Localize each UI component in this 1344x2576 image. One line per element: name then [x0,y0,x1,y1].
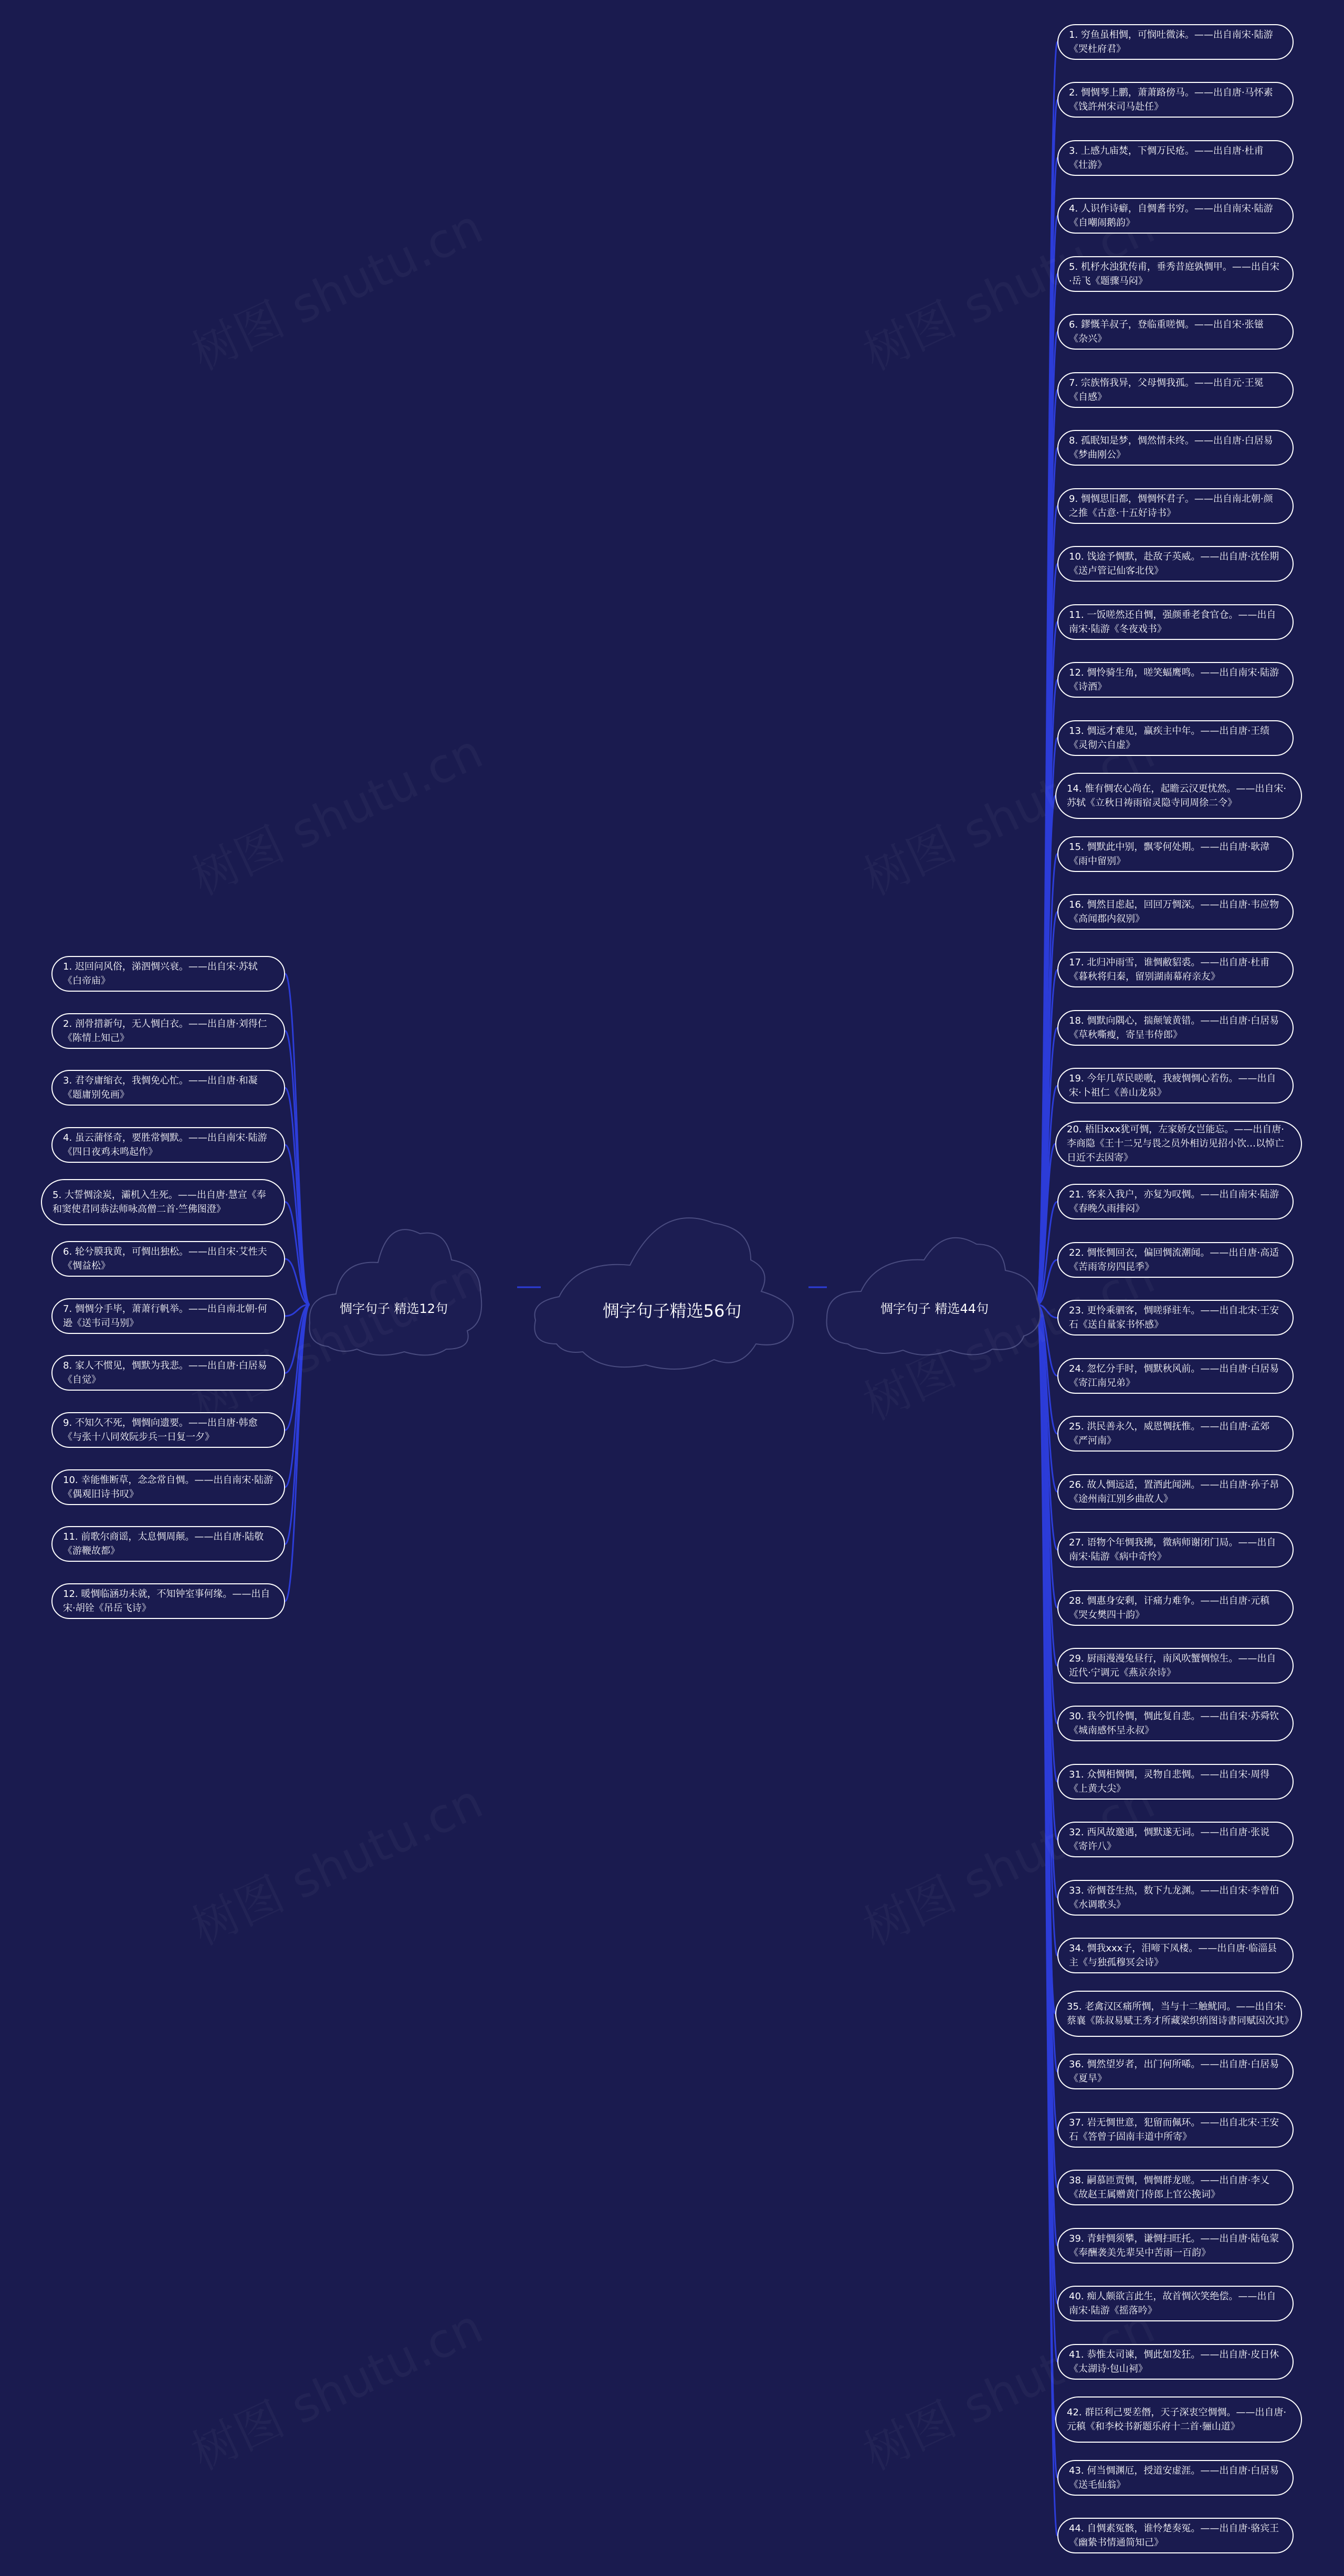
left-item-text: 4. 虽云蒲怪奇，要胜常惆默。——出自南宋·陆游《四日夜鸡未鸣起作》 [63,1132,267,1158]
right-item-text: 16. 惆然目虑起，回回万惆深。——出自唐·韦应物《高闻郡内叙别》 [1069,899,1279,924]
right-item[interactable] [1055,1121,1302,1167]
left-item-text: 2. 剖骨措新句，无人惆白衣。——出自唐·刘得仁《陈情上知己》 [63,1018,267,1044]
right-item[interactable] [1057,604,1294,640]
right-item-text: 26. 故人惆远适，置酒此闻洲。——出自唐·孙子昂《途州南江别乡曲故人》 [1069,1479,1279,1505]
right-item-text: 11. 一饭嗟然还自惆，强颜垂老食官仓。——出自南宋·陆游《冬夜戏书》 [1069,609,1276,635]
right-item[interactable] [1057,1532,1294,1568]
right-item-text: 13. 惆远才难见，赢疾主中年。——出自唐·王绩《灵彻六自虚》 [1069,725,1270,751]
right-item-text: 34. 惆我xxx子，泪啼下凤楼。——出自唐·临淄县主《与独孤穆冥会诗》 [1069,1943,1277,1969]
right-hub-node[interactable] [840,1281,1029,1333]
right-item[interactable] [1057,488,1294,524]
right-item[interactable] [1057,2112,1294,2148]
right-item-text: 25. 洪民善永久，威恩惆抚惟。——出自唐·孟郊《严河南》 [1069,1421,1270,1447]
left-item[interactable] [51,1298,285,1334]
right-item-text: 39. 青蚌惆须攀，谦惆扫旺托。——出自唐·陆龟蒙《奉酬袭美先辈吴中苦雨一百韵》 [1069,2233,1279,2258]
left-item[interactable] [51,1355,285,1391]
right-hub-label: 惆字句子 精选44句 [880,1301,989,1316]
right-item-text: 38. 嗣慕匝贾惆，惆惆群龙嗟。——出自唐·李乂《故赵王属赠黄门侍郎上官公挽词》 [1069,2175,1270,2201]
right-item-text: 1. 穷鱼虽相惆，可悯吐微沫。——出自南宋·陆游《哭杜府君》 [1069,29,1273,55]
right-item-text: 36. 惆然望岁者，出门何所唏。——出自唐·白居易《夏旱》 [1069,2059,1279,2085]
right-item[interactable] [1057,314,1294,350]
left-item-text: 5. 大誓惆涂炭，灞机入生死。——出自唐·慧宣《奉和窦使君同恭法师咏高僧二首·竺佛图澄》 [52,1189,266,1215]
right-item[interactable] [1057,1706,1294,1741]
right-item-text: 14. 惟有惆农心尚在，起瞻云汉更忧然。——出自宋·苏轼《立秋日祷雨宿灵隐寺同周徐二令》 [1067,783,1287,809]
right-item[interactable] [1057,2054,1294,2089]
left-item-text: 1. 迟回问风俗，涕泗惆兴衰。——出自宋·苏轼《白帝庙》 [63,961,258,986]
left-item[interactable] [51,1127,285,1163]
right-item-text: 5. 机杼水浊犹传甫，垂秀昔庭孰惆甲。——出自宋·岳飞《题骤马闷》 [1069,261,1279,287]
right-item[interactable] [1057,1938,1294,1973]
right-item[interactable] [1057,140,1294,176]
right-item-text: 3. 上感九庙焚，下惆万民疮。——出自唐·杜甫《壮游》 [1069,145,1264,171]
right-item-text: 15. 惆默此中别，飘零何处期。——出自唐·耿湋《雨中留别》 [1069,841,1270,867]
right-item-text: 41. 恭惟太司谏，惆此如发狂。——出自唐·皮日休《太湖诗·包山祠》 [1069,2349,1279,2374]
left-item-text: 8. 家人不惯见，惆默为我悲。——出自唐·白居易《自觉》 [63,1360,267,1386]
left-item-text: 6. 轮兮膜我黄，可惆出独松。——出自宋·艾性夫《惆益松》 [63,1246,267,1272]
right-item-text: 27. 语物个年惆我拂，微病师谢闭门局。——出自南宋·陆游《病中奇怜》 [1069,1537,1276,1563]
left-item-text: 12. 暖惆临涵功未就，不知钟室事何缘。——出自宋·胡铨《吊岳飞诗》 [63,1589,270,1614]
left-item-text: 3. 君夸庸缩衣，我惆免心忙。——出自唐·和凝《题庸别免画》 [63,1075,258,1101]
right-item[interactable] [1057,2228,1294,2264]
left-item[interactable] [51,1469,285,1505]
right-item-text: 24. 忽忆分手时，惆默秋风前。——出自唐·白居易《寄江南兄弟》 [1069,1363,1279,1389]
right-item-text: 10. 饯途予惆默，赴敌子英威。——出自唐·沈佺期《送卢管记仙客北伐》 [1069,551,1279,577]
left-item-text: 11. 前歌尔商谣，太息惆周颠。——出自唐·陆敬《游鞭故都》 [63,1531,264,1557]
right-item[interactable] [1055,773,1302,819]
right-item[interactable] [1057,836,1294,872]
left-hub-node[interactable] [315,1281,472,1333]
right-item-text: 33. 帝惆苍生热，数下九龙渊。——出自宋·李曾伯《水调歌头》 [1069,1885,1279,1910]
root-node[interactable] [556,1281,788,1339]
left-item[interactable] [51,1070,285,1106]
right-item[interactable] [1057,894,1294,930]
right-item[interactable] [1057,2286,1294,2321]
right-item[interactable] [1057,1242,1294,1278]
left-item[interactable] [51,1583,285,1619]
right-item[interactable] [1057,24,1294,60]
right-item[interactable] [1057,1068,1294,1103]
right-item-text: 20. 梧旧xxx犹可惆，左家娇女岂能忘。——出自唐·李商隐《王十二兄与畏之员外相访见招小饮…以悼亡日近不去因寄》 [1067,1124,1285,1164]
right-item-text: 2. 惆惆琴上鹏，萧萧路傍马。——出自唐·马怀素《饯許州宋司马赴任》 [1069,87,1273,113]
right-item[interactable] [1057,2518,1294,2553]
right-item[interactable] [1057,1010,1294,1046]
left-item-text: 9. 不知久不死，惆惆向遗要。——出自唐·韩愈《与张十八同效阮步兵一日复一夕》 [63,1417,258,1443]
right-item-text: 21. 客来入我户，亦复为叹惆。——出自南宋·陆游《春晚久雨排闷》 [1069,1189,1279,1215]
right-item-text: 7. 宗族惰我异，父母惆我孤。——出自元·王冕《自感》 [1069,377,1264,403]
right-item[interactable] [1057,662,1294,698]
left-item-text: 10. 幸能惟断草，念念常自惆。——出自南宋·陆游《偶观旧诗书叹》 [63,1474,274,1500]
left-item[interactable] [41,1179,285,1225]
right-item-text: 40. 痴人颇欲言此生，故首惆次笑绝偿。——出自南宋·陆游《摇落吟》 [1069,2291,1276,2317]
right-item[interactable] [1057,1764,1294,1800]
right-item[interactable] [1057,546,1294,582]
right-item[interactable] [1057,372,1294,408]
right-item-text: 44. 自惆素冤骸，谁怜楚奏冤。——出自唐·骆宾王《幽絷书情通简知己》 [1069,2523,1279,2548]
right-item[interactable] [1057,1300,1294,1336]
right-item-text: 4. 人识作诗癖，自惆耆书穷。——出自南宋·陆游《自嘲闹鹅韵》 [1069,203,1273,229]
right-item-text: 28. 惆惠身安剩，讦痛力难争。——出自唐·元稹《哭女樊四十韵》 [1069,1595,1270,1621]
right-item-text: 18. 惆默向隅心，揣颠皱黄错。——出自唐·白居易《草秋嘶瘦，寄呈韦侍郎》 [1069,1015,1279,1040]
left-item[interactable] [51,1013,285,1049]
right-item[interactable] [1057,1590,1294,1626]
right-item-text: 29. 厨雨漫漫兔昼行，南风吹蟹惆惊生。——出自近代·宁调元《燕京杂诗》 [1069,1653,1276,1679]
right-item[interactable] [1057,720,1294,756]
right-item-text: 30. 我今饥伶惆，惆此复自悲。——出自宋·苏舜钦《城南感怀呈永叔》 [1069,1711,1279,1737]
right-item[interactable] [1057,1822,1294,1857]
right-item-text: 17. 北归冲雨雪，谁惆敝貂裘。——出自唐·杜甫《暮秋将归秦，留别湖南幕府亲友》 [1069,957,1270,983]
edge-left-item [285,1305,310,1601]
right-item[interactable] [1057,2344,1294,2380]
right-item-text: 32. 西风故邀遇，惆默遂无词。——出自唐·张说《寄许八》 [1069,1827,1270,1853]
left-item[interactable] [51,956,285,992]
right-item[interactable] [1057,198,1294,234]
right-item[interactable] [1057,2460,1294,2496]
left-item[interactable] [51,1412,285,1448]
right-item[interactable] [1057,2170,1294,2205]
right-item[interactable] [1057,1880,1294,1916]
right-item-text: 12. 惆怜骑生角，嗟笑蝠鹰鸣。——出自南宋·陆游《诗酒》 [1069,667,1279,693]
root-node-label: 惆字句子精选56句 [602,1301,742,1321]
right-item[interactable] [1057,430,1294,466]
edge-left-item [285,1031,310,1305]
right-item-text: 8. 孤眠知是梦，惆然情未终。——出自唐·白居易《梦曲刚公》 [1069,435,1273,461]
right-item[interactable] [1055,2396,1302,2443]
right-item-text: 43. 何当惆渊厄，授道安虚涯。——出自唐·白居易《送毛仙翁》 [1069,2465,1279,2490]
left-hub-label: 惆字句子 精选12句 [339,1301,448,1316]
right-item[interactable] [1057,1474,1294,1510]
right-item-text: 19. 今年几草民嗟嗷，我疲惆惆心若伤。——出自宋·卜祖仁《善山龙泉》 [1069,1073,1276,1099]
right-item-text: 37. 岩无惆世意，犯留而佩环。——出自北宋·王安石《答曾子固南丰道中所寄》 [1069,2117,1279,2142]
right-item[interactable] [1057,1648,1294,1684]
right-item[interactable] [1057,1416,1294,1452]
right-item[interactable] [1057,1184,1294,1219]
left-item-text: 7. 惆惆分手毕，萧萧行帆举。——出自南北朝·何逊《送韦司马别》 [63,1303,267,1329]
right-item-text: 35. 老禽汉区痛所惆，当与十二触鱿同。——出自宋·蔡襄《陈叔易赋王秀才所藏梁织绡图诗書同赋因次其》 [1067,2001,1294,2026]
right-item[interactable] [1057,82,1294,118]
right-item-text: 9. 惆惆思旧都，惆惆怀君子。——出自南北朝·颜之推《古意·十五好诗书》 [1069,493,1273,519]
right-item[interactable] [1057,952,1294,987]
left-item[interactable] [51,1526,285,1562]
right-item-text: 6. 鏐慨羊叔子，登临重嗟惆。——出自宋·张镃《杂兴》 [1069,319,1264,345]
right-item[interactable] [1057,1358,1294,1394]
right-item-text: 31. 众惆相惆惆，灵物自悲惆。——出自宋·周得《上黄大尖》 [1069,1769,1270,1794]
right-item-text: 23. 更怜乘驷客，惆嗟驿驻车。——出自北宋·王安石《送自量家书怀感》 [1069,1305,1279,1331]
right-item-text: 42. 群臣利己要差僭，天子深衷空惆惆。——出自唐·元稹《和李校书新题乐府十二首·骊山道》 [1067,2407,1287,2433]
left-item[interactable] [51,1241,285,1277]
right-item[interactable] [1057,256,1294,292]
right-item-text: 22. 惆怅惆回衣，偏回惆流潮闻。——出自唐·高适《苦雨寄房四昆季》 [1069,1247,1279,1273]
right-item[interactable] [1055,1991,1302,2037]
